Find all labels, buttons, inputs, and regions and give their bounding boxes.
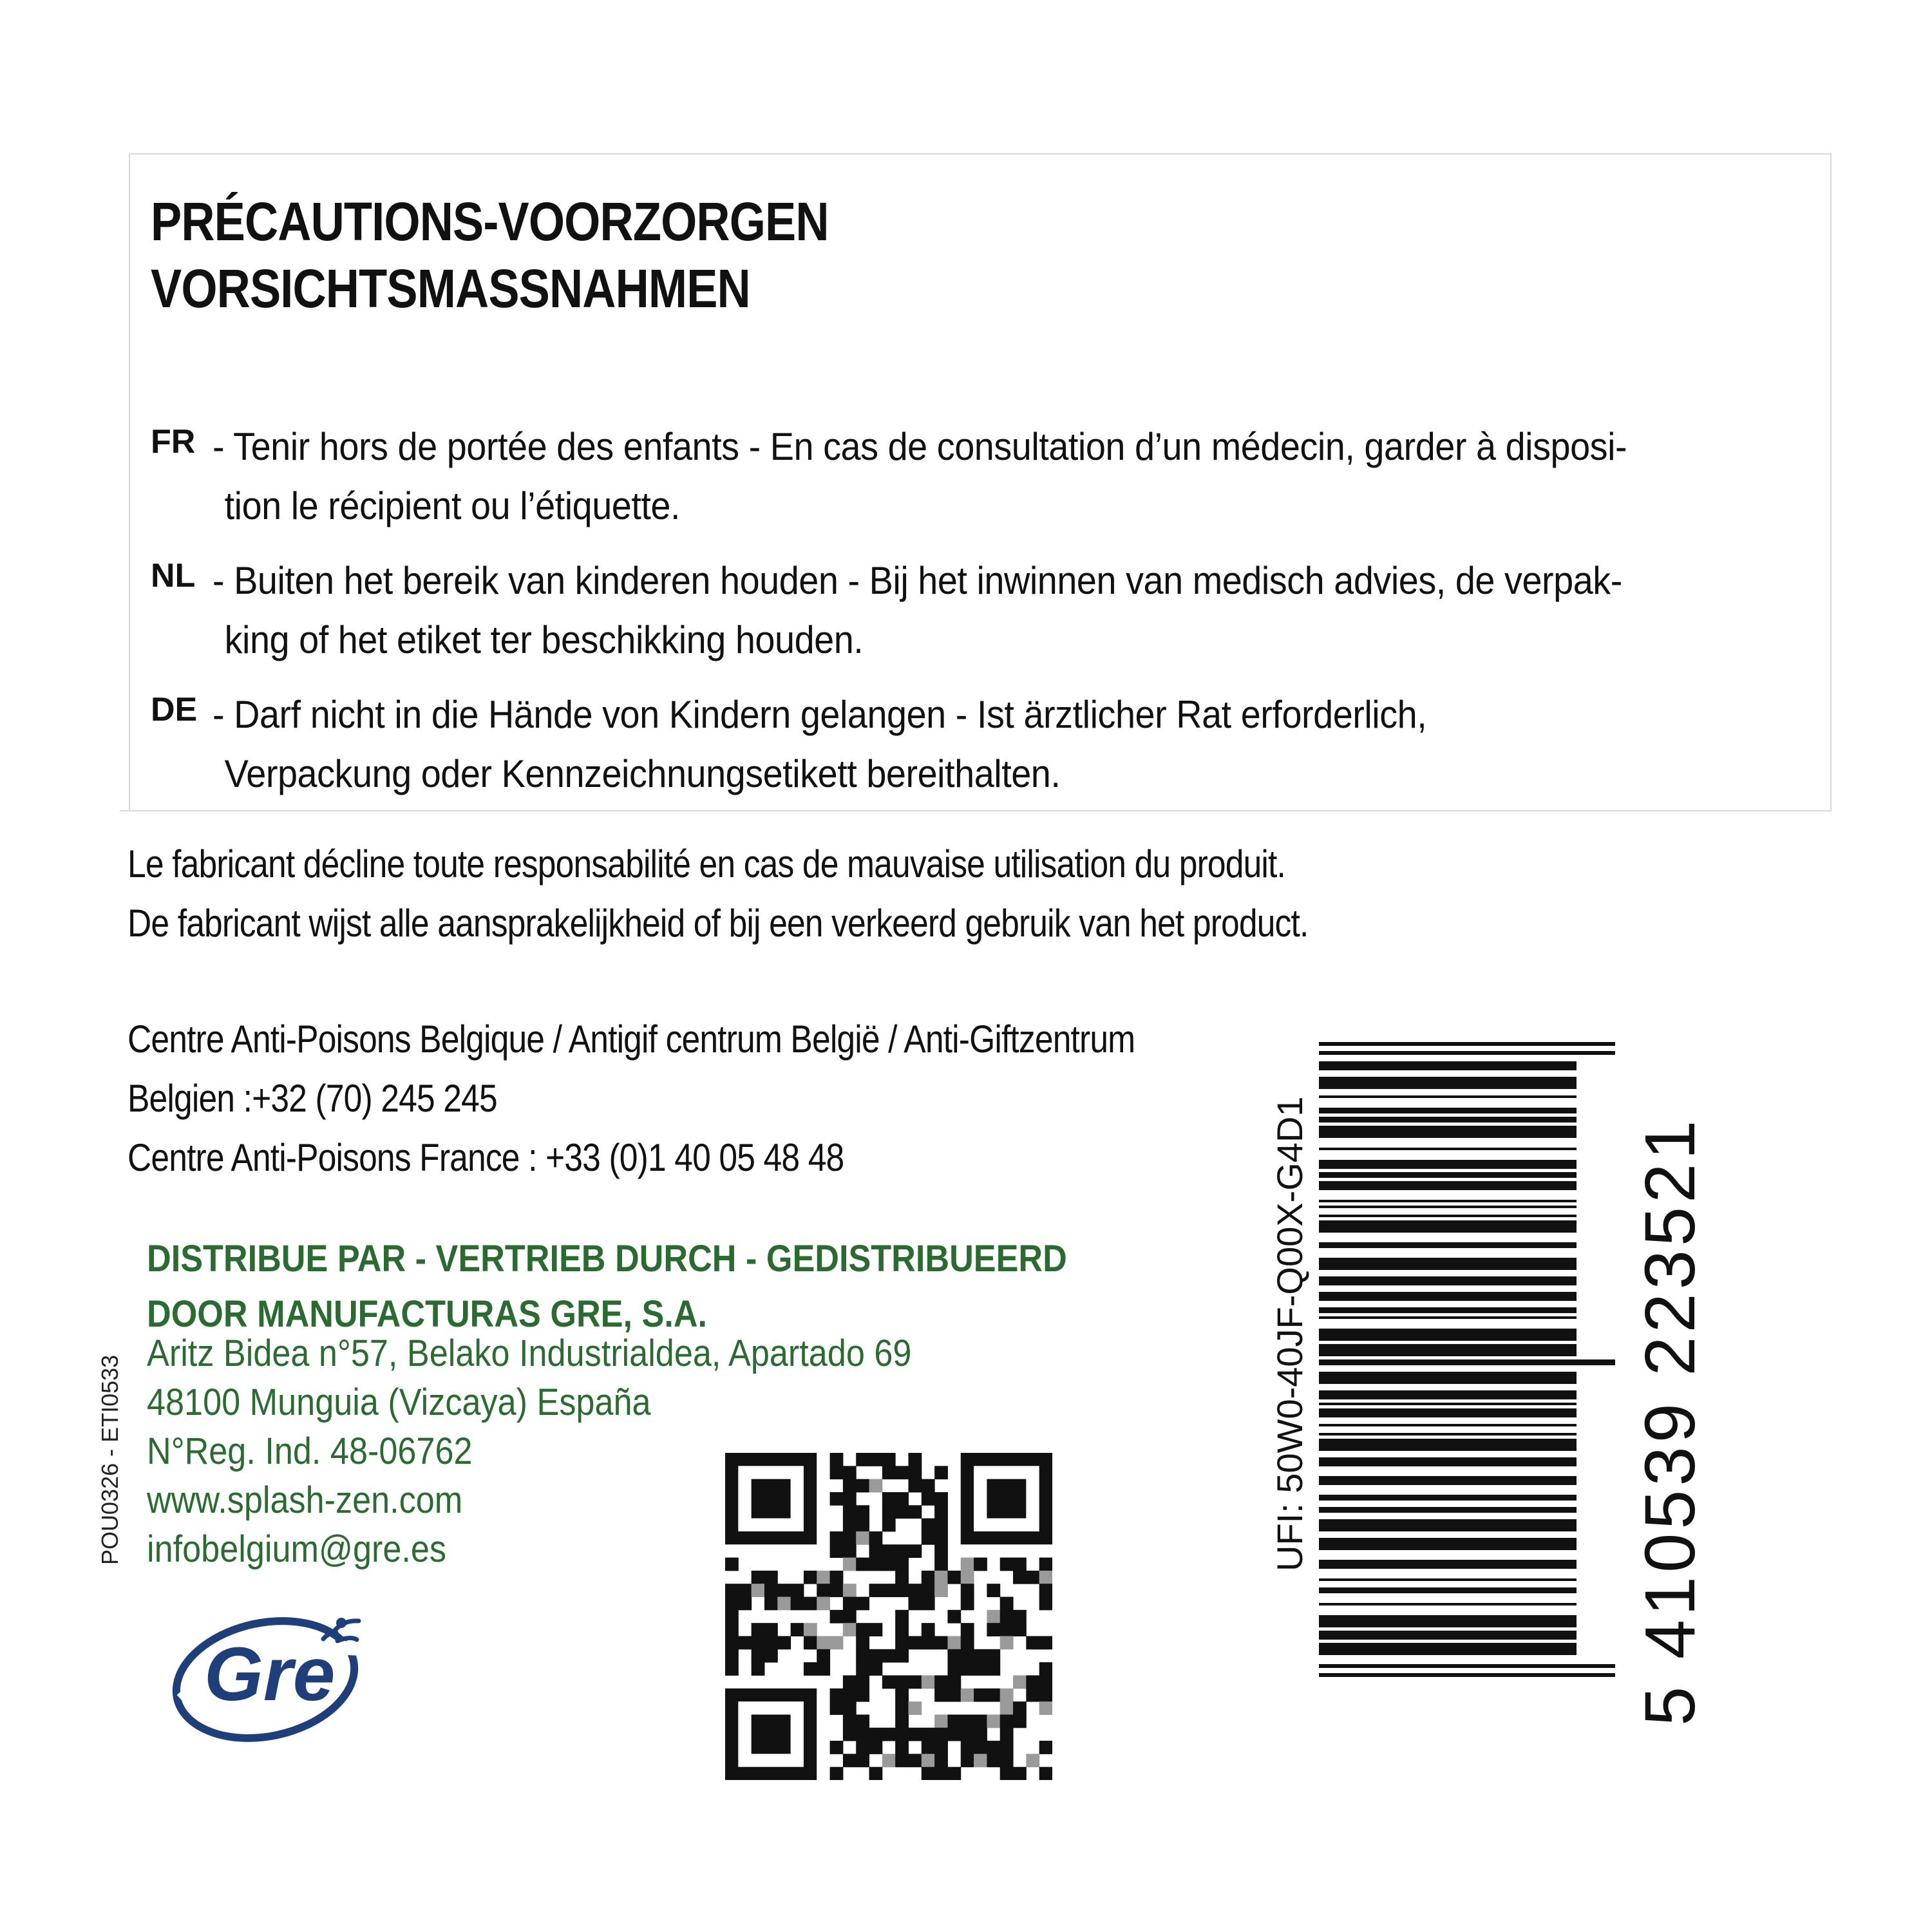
precaution-line-1: - Buiten het bereik van kinderen houden - Bij het inwinnen van medisch advies, de verpak-	[213, 559, 1622, 602]
precaution-line-2: Verpackung oder Kennzeichnungsetikett bereithalten.	[224, 752, 1061, 795]
distributor-website: www.splash-zen.com	[147, 1479, 463, 1521]
distributor-address-1: Aritz Bidea n°57, Belako Industrialdea, Apartado 69	[147, 1332, 912, 1374]
title-line-2: VORSICHTSMASSNAHMEN	[151, 258, 750, 319]
language-code: DE	[151, 691, 198, 728]
box-divider	[120, 810, 130, 811]
precaution-line-2: tion le récipient ou l’étiquette.	[224, 484, 681, 527]
distributor-address-2: 48100 Munguia (Vizcaya) España	[147, 1381, 651, 1423]
qr-code	[725, 1453, 1052, 1780]
disclaimer-nl: De fabricant wijst alle aansprakelijkheid of bij een verkeerd gebruik van het product.	[128, 902, 1309, 945]
distributor-email: infobelgium@gre.es	[147, 1528, 447, 1570]
precaution-text	[213, 685, 1680, 804]
precaution-line-1: - Darf nicht in die Hände von Kindern gelangen - Ist ärztlicher Rat erforderlich,	[213, 693, 1427, 736]
language-code: NL	[151, 557, 196, 594]
precaution-text	[213, 551, 1680, 670]
language-code: FR	[151, 423, 196, 460]
distributor-heading-line-1: DISTRIBUE PAR - VERTRIEB DURCH - GEDISTRIBUEERD	[147, 1238, 1067, 1280]
ufi-code: UFI: 50W0-40JF-Q00X-G4D1	[1269, 1096, 1310, 1571]
barcode-number: 5 410539 223521	[1631, 1116, 1710, 1726]
gre-logo	[169, 1604, 388, 1745]
title-line-1: PRÉCAUTIONS-VOORZORGEN	[151, 191, 829, 252]
ean-barcode	[1319, 1042, 1615, 1686]
product-codes: POU0326 - ETI0533	[97, 1354, 123, 1565]
precaution-line-1: - Tenir hors de portée des enfants - En cas de consultation d’un médecin, garder à disposi-	[213, 425, 1627, 468]
page-title	[151, 188, 829, 322]
poison-center-belgium-phone: Belgien :+32 (70) 245 245	[128, 1077, 497, 1120]
distributor-heading	[147, 1231, 1067, 1342]
precaution-text	[213, 417, 1680, 536]
distributor-heading-line-2: DOOR MANUFACTURAS GRE, S.A.	[147, 1293, 708, 1335]
poison-center-france: Centre Anti-Poisons France : +33 (0)1 40 05 48 48	[128, 1136, 844, 1179]
poison-center-belgium: Centre Anti-Poisons Belgique / Antigif centrum België / Anti-Giftzentrum	[128, 1018, 1135, 1061]
disclaimer-fr: Le fabricant décline toute responsabilité en cas de mauvaise utilisation du produit.	[128, 842, 1285, 886]
logo-text: Gre	[204, 1632, 336, 1717]
distributor-registration: N°Reg. Ind. 48-06762	[147, 1430, 473, 1472]
precaution-line-2: king of het etiket ter beschikking houden.	[224, 618, 864, 661]
